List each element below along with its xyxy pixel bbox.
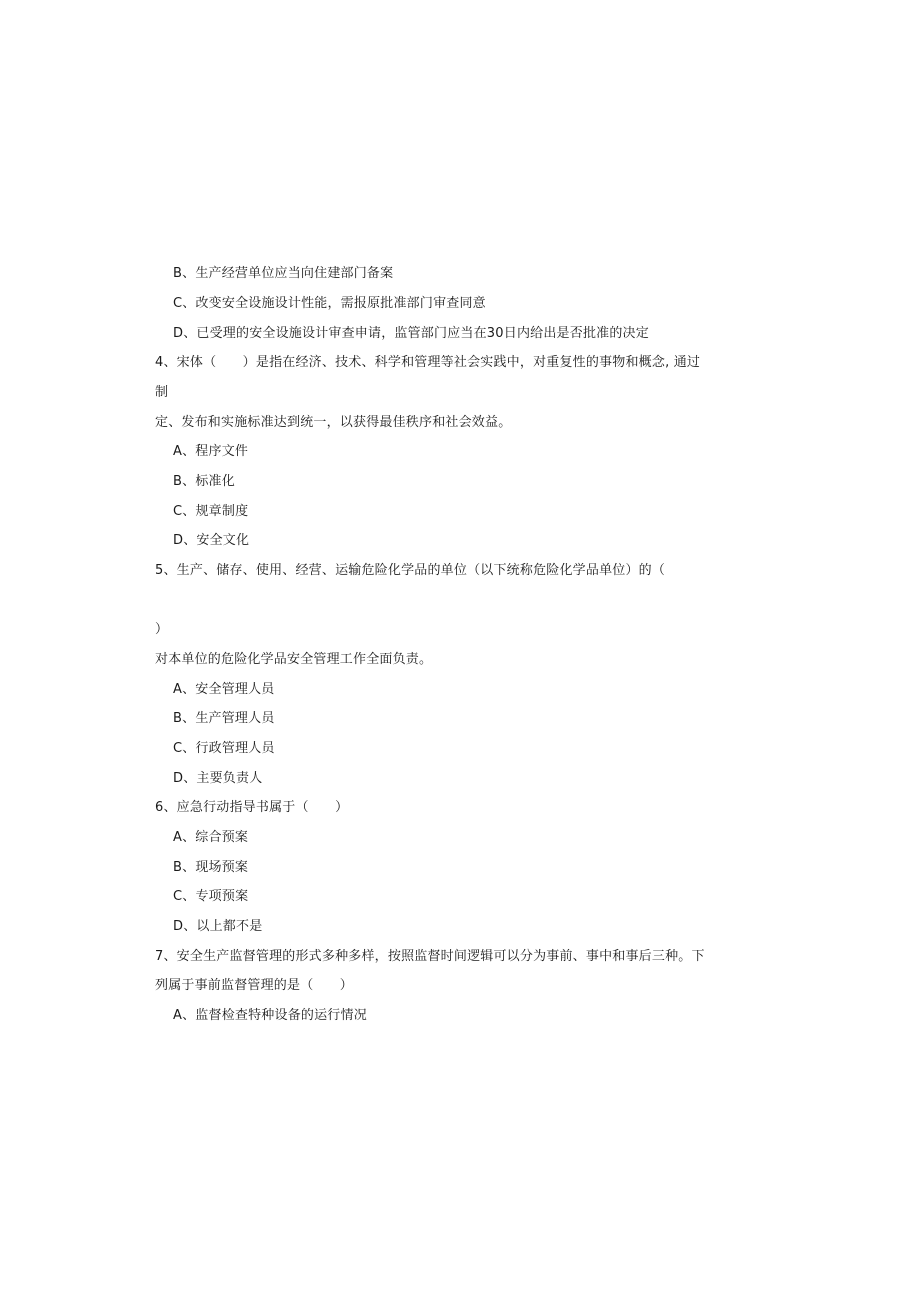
q6-option-b: B、现场预案 (173, 860, 249, 875)
prev-option-c: C、改变安全设施设计性能，需报原批准部门审查同意 (173, 296, 486, 311)
q6-stem-line1: 6、应急行动指导书属于（ ） (155, 800, 349, 815)
prev-option-b: B、生产经营单位应当向住建部门备案 (173, 266, 394, 281)
q7-stem-line2: 列属于事前监督管理的是（ ） (155, 978, 354, 993)
q5-option-d: D、主要负责人 (173, 771, 263, 786)
q4-stem-line2: 制 (155, 385, 169, 400)
q4-option-d: D、安全文化 (173, 533, 250, 548)
q6-option-c: C、专项预案 (173, 889, 249, 904)
q4-option-b: B、标准化 (173, 474, 235, 489)
q4-stem-line3: 定、发布和实施标准达到统一，以获得最佳秩序和社会效益。 (155, 415, 512, 430)
q5-option-c: C、行政管理人员 (173, 741, 275, 756)
q4-option-c: C、规章制度 (173, 504, 249, 519)
q5-stem-line1: 5、生产、储存、使用、经营、运输危险化学品的单位（以下统称危险化学品单位）的（ (155, 563, 666, 578)
q4-option-a: A、程序文件 (173, 444, 249, 459)
q5-stem-line3: 对本单位的危险化学品安全管理工作全面负责。 (155, 652, 433, 667)
q5-option-a: A、安全管理人员 (173, 682, 275, 697)
q5-stem-line2: ） (155, 622, 169, 637)
prev-option-d: D、已受理的安全设施设计审查申请，监管部门应当在30日内给出是否批准的决定 (173, 326, 649, 341)
q6-option-d: D、以上都不是 (173, 919, 263, 934)
q6-option-a: A、综合预案 (173, 830, 249, 845)
q5-option-b: B、生产管理人员 (173, 711, 275, 726)
q4-stem-line1: 4、宋体（ ）是指在经济、技术、科学和管理等社会实践中，对重复性的事物和概念, 通过 (155, 355, 701, 370)
q7-option-a: A、监督检查特种设备的运行情况 (173, 1008, 367, 1023)
q7-stem-line1: 7、安全生产监督管理的形式多种多样，按照监督时间逻辑可以分为事前、事中和事后三种。下 (155, 949, 705, 964)
